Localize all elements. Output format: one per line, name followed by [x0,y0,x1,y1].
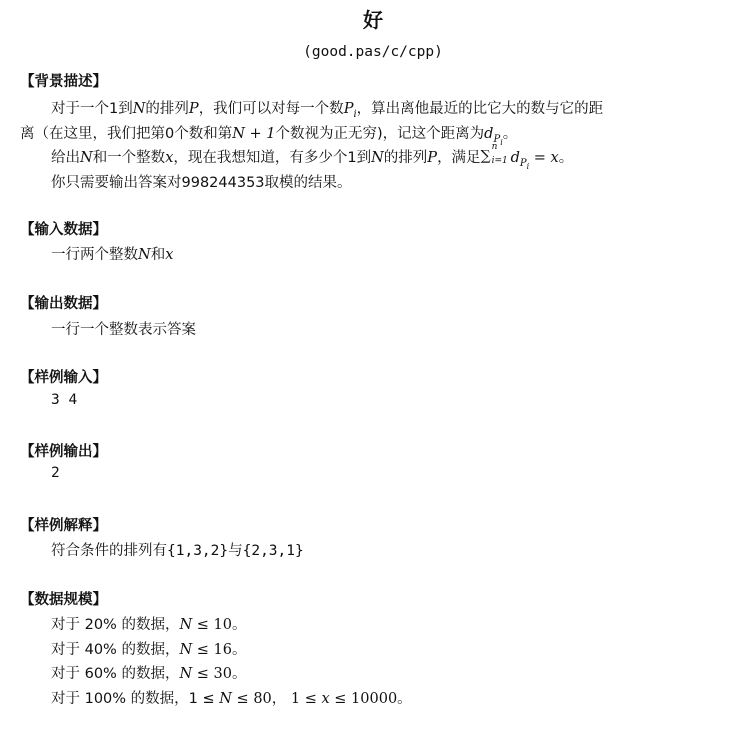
text-fragment: ，我们可以对每一个数 [198,101,344,117]
math-subscript-i: i [500,137,503,147]
text-fragment: 和 [150,247,166,263]
text-fragment: ，满足 [437,150,481,166]
sample-input-text: 3 4 [51,392,78,408]
text-fragment: 对于一个1到 [51,101,133,117]
output-description: 一行一个整数表示答案 [51,322,196,338]
text-fragment: 对于 100% 的数据，1 ≤ [51,691,220,707]
math-N: N [132,101,146,117]
math-x: x [165,150,174,166]
math-subscript-P: P [519,157,527,169]
math-bound: ≤ 16 [192,642,232,658]
math-P: P [188,101,199,117]
math-d: d [510,150,520,166]
text-fragment: 的排列 [383,150,428,166]
text-fragment: 对于 60% 的数据， [51,666,180,682]
math-bound: ≤ 10000 [329,691,398,707]
background-paragraph-line-2 [20,122,517,147]
text-fragment: ，现在我想知道，有多少个1到 [173,150,372,166]
explanation-text [51,539,304,560]
math-P: P [427,150,438,166]
math-N: N [179,666,193,682]
background-paragraph-line-3 [51,142,574,171]
math-subscript-P: P [493,133,501,145]
permutation-1: {1,3,2} [167,543,229,559]
math-N: N [80,150,93,166]
math-P-i: P [343,101,354,117]
section-heading-sample-output: 【样例输出】 [20,444,107,460]
math-subscript-i: i [353,108,357,120]
sum-lower-limit: i=1 [491,156,508,166]
math-N: N [371,150,384,166]
text-fragment: 。 [231,617,247,633]
text-fragment: 。 [502,126,518,142]
text-fragment: 。 [397,691,412,707]
math-N: N [179,642,193,658]
constraint-row [51,638,246,659]
sum-upper-limit: n [491,142,498,152]
background-paragraph-line-1 [51,97,603,120]
problem-title: 好 [363,8,383,32]
text-fragment: 。 [231,642,247,658]
math-N-plus-1: N + 1 [232,126,276,142]
text-fragment: 的排列 [145,101,189,117]
text-fragment: 符合条件的排列有 [51,543,167,559]
problem-file-names: (good.pas/c/cpp) [303,44,443,60]
math-N: N [138,247,151,263]
math-bound: ≤ 80， 1 ≤ [231,691,322,707]
section-heading-input: 【输入数据】 [20,222,107,238]
section-heading-background: 【背景描述】 [20,74,107,90]
math-d: d [484,126,494,142]
math-subscript-i: i [526,161,530,171]
constraint-row [51,613,246,634]
text-fragment: 。 [231,666,247,682]
sigma-symbol: ∑ [480,148,491,164]
text-fragment: 对于 20% 的数据， [51,617,180,633]
text-fragment: 与 [228,543,243,559]
input-description [51,243,173,264]
sample-output-text: 2 [51,465,60,481]
text-fragment: 一行两个整数 [51,247,138,263]
constraint-row [51,662,246,683]
constraint-row [51,687,412,708]
text-fragment: 和一个整数 [92,150,166,166]
math-summation [480,142,511,166]
text-fragment: 个数视为正无穷)，记这个距离为 [275,126,485,142]
math-N: N [179,617,193,633]
permutation-2: {2,3,1} [242,543,304,559]
math-bound: ≤ 30 [192,666,232,682]
section-heading-sample-input: 【样例输入】 [20,370,107,386]
section-heading-constraints: 【数据规模】 [20,592,107,608]
section-heading-explanation: 【样例解释】 [20,518,107,534]
text-fragment: 对于 40% 的数据， [51,642,180,658]
math-N: N [219,691,232,707]
text-fragment: ，算出离他最近的比它大的数与它的距 [356,101,604,117]
background-paragraph-line-4: 你只需要输出答案对998244353取模的结果。 [51,175,352,191]
text-fragment: 离（在这里，我们把第0个数和第 [20,126,233,142]
math-equals-x: = x [529,150,559,166]
section-heading-output: 【输出数据】 [20,296,107,312]
text-fragment: 。 [558,150,574,166]
math-x: x [321,691,330,707]
math-x: x [165,247,174,263]
text-fragment: 给出 [51,150,80,166]
math-bound: ≤ 10 [192,617,232,633]
